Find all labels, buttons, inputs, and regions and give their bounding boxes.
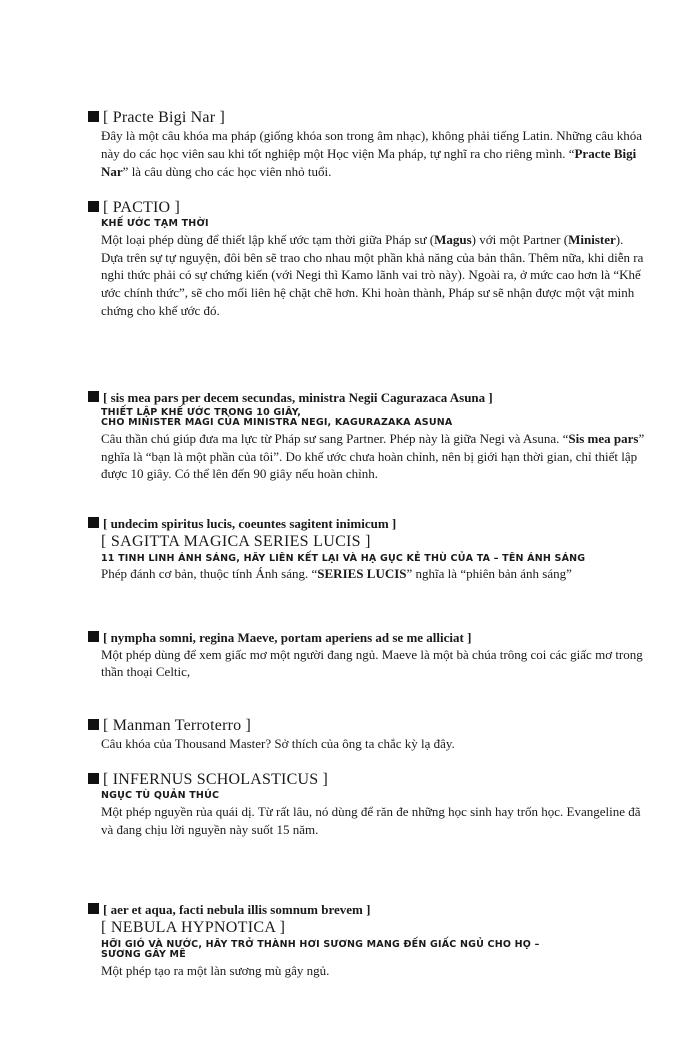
square-bullet-icon (88, 111, 99, 122)
body-run: Phép đánh cơ bản, thuộc tính Ánh sáng. “ (101, 566, 318, 582)
entry-heading (88, 630, 648, 646)
entry-body (101, 735, 648, 753)
entry-heading (88, 902, 648, 918)
glossary-entry-nebula-hypnotica (88, 902, 648, 980)
entry-subtitle: [ NEBULA HYPNOTICA ] (101, 918, 286, 936)
body-run: Một phép nguyền rủa quái dị. Từ rất lâu, nó dùng để răn đe những học sinh hay trốn học. Evangeline đã và đang chịu lời nguyền này suốt 15 năm. (101, 803, 641, 837)
entry-heading (88, 198, 648, 217)
entry-translation-caption-line: HỠI GIÓ VÀ NƯỚC, HÃY TRỞ THÀNH HƠI SƯƠNG MANG ĐẾN GIẤC NGỦ CHO HỌ – (101, 938, 540, 950)
entry-body (101, 430, 648, 483)
entry-heading (88, 770, 648, 789)
glossary-entry-manman-terroterro (88, 716, 648, 753)
entry-body (101, 646, 648, 681)
body-run: ” là câu dùng cho các học viên nhỏ tuổi. (122, 163, 332, 179)
square-bullet-icon (88, 719, 99, 730)
entry-body (101, 231, 648, 319)
body-run: ” nghĩa là “phiên bản ánh sáng” (406, 566, 572, 582)
glossary-entry-nympha-somni (88, 630, 648, 681)
body-run: ). Dựa trên sự tự nguyện, đôi bên sẽ trao cho nhau một phần khả năng của bản thân. Thêm nữa, khi diễn ra nghi thức phải có sự chứng kiến (với Negi thì Kamo lãnh vai trò này). Ngoài ra, ở mức cao hơn là “Khế ước chính thức”, sẽ cho mối liên hệ chặt chẽ hơn. Khi hoàn thành, Pháp sư sẽ nhận được một vật minh chứng cho khế ước đó. (101, 231, 644, 318)
entry-body (101, 127, 648, 180)
square-bullet-icon (88, 517, 99, 528)
body-run: Một loại phép dùng để thiết lập khế ước tạm thời giữa Pháp sư ( (101, 231, 435, 247)
entry-subtitle: [ SAGITTA MAGICA SERIES LUCIS ] (101, 532, 371, 550)
emphasized-term: SERIES LUCIS (317, 566, 407, 582)
body-run: Một phép dùng để xem giấc mơ một người đang ngủ. Maeve là một bà chúa trông coi các giấc mơ trong thần thoại Celtic, (101, 646, 643, 680)
glossary-entry-practe-bigi-nar (88, 108, 648, 180)
glossary-entry-sis-mea-pars (88, 390, 648, 483)
entry-body (101, 962, 648, 980)
body-run: Câu khóa của Thousand Master? Sở thích của ông ta chắc kỳ lạ đây. (101, 736, 455, 752)
square-bullet-icon (88, 773, 99, 784)
entry-heading (88, 390, 648, 406)
entry-title: [ nympha somni, regina Maeve, portam aperiens ad se me alliciat ] (103, 630, 472, 645)
square-bullet-icon (88, 201, 99, 212)
square-bullet-icon (88, 631, 99, 642)
entry-translation-caption: KHẾ ƯỚC TẠM THỜI (101, 218, 209, 230)
entry-title: [ sis mea pars per decem secundas, ministra Negii Cagurazaca Asuna ] (103, 390, 493, 405)
entry-heading (88, 108, 648, 127)
emphasized-term: Magus (434, 231, 472, 247)
entry-translation-caption-line: THIẾT LẬP KHẾ ƯỚC TRONG 10 GIÂY, (101, 406, 302, 418)
body-run: ” nghĩa là “bạn là một phần của tôi”. Do khế ước chưa hoàn chỉnh, nên bị giới hạn thời gian, chỉ thiết lập được 10 giây. Có thể lên đến 90 giây nếu hoàn chỉnh. (101, 431, 645, 482)
entry-body (101, 565, 648, 583)
square-bullet-icon (88, 903, 99, 914)
entry-title: [ Manman Terroterro ] (103, 717, 252, 734)
emphasized-term: Practe Bigi Nar (101, 145, 637, 179)
body-run: Đây là một câu khóa ma pháp (giống khóa son trong âm nhạc), không phải tiếng Latin. Những câu khóa này do các học viên sau khi tốt nghiệp một Học viện Ma pháp, tự nghĩ ra cho riêng mình. “ (101, 128, 642, 161)
entry-translation-caption-line: SƯƠNG GÂY MÊ (101, 949, 186, 961)
entry-translation-caption: NGỤC TÙ QUẢN THÚC (101, 790, 220, 802)
square-bullet-icon (88, 391, 99, 402)
glossary-entry-pactio (88, 198, 648, 319)
body-run: ) với một Partner ( (471, 231, 569, 247)
entry-translation-caption: 11 TINH LINH ÁNH SÁNG, HÃY LIÊN KẾT LẠI VÀ HẠ GỤC KẺ THÙ CỦA TA – TÊN ÁNH SÁNG (101, 552, 586, 564)
entry-title: [ PACTIO ] (103, 199, 180, 216)
body-run: Câu thần chú giúp đưa ma lực từ Pháp sư sang Partner. Phép này là giữa Negi và Asuna. “ (101, 431, 569, 447)
glossary-entry-sagitta-magica (88, 516, 648, 583)
entry-title: [ Practe Bigi Nar ] (103, 109, 225, 126)
emphasized-term: Minister (568, 231, 616, 247)
entry-translation-caption-line: CHO MINISTER MAGI CỦA MINISTRA NEGI, KAGURAZAKA ASUNA (101, 417, 453, 429)
body-run: Một phép tạo ra một làn sương mù gây ngủ. (101, 963, 330, 979)
entry-title: [ undecim spiritus lucis, coeuntes sagitent inimicum ] (103, 516, 397, 531)
entry-heading (88, 516, 648, 532)
glossary-entry-infernus-scholasticus (88, 770, 648, 838)
entry-body (101, 803, 648, 838)
entry-title: [ INFERNUS SCHOLASTICUS ] (103, 771, 329, 788)
emphasized-term: Sis mea pars (568, 431, 639, 447)
entry-title: [ aer et aqua, facti nebula illis somnum brevem ] (103, 902, 371, 917)
entry-heading (88, 716, 648, 735)
